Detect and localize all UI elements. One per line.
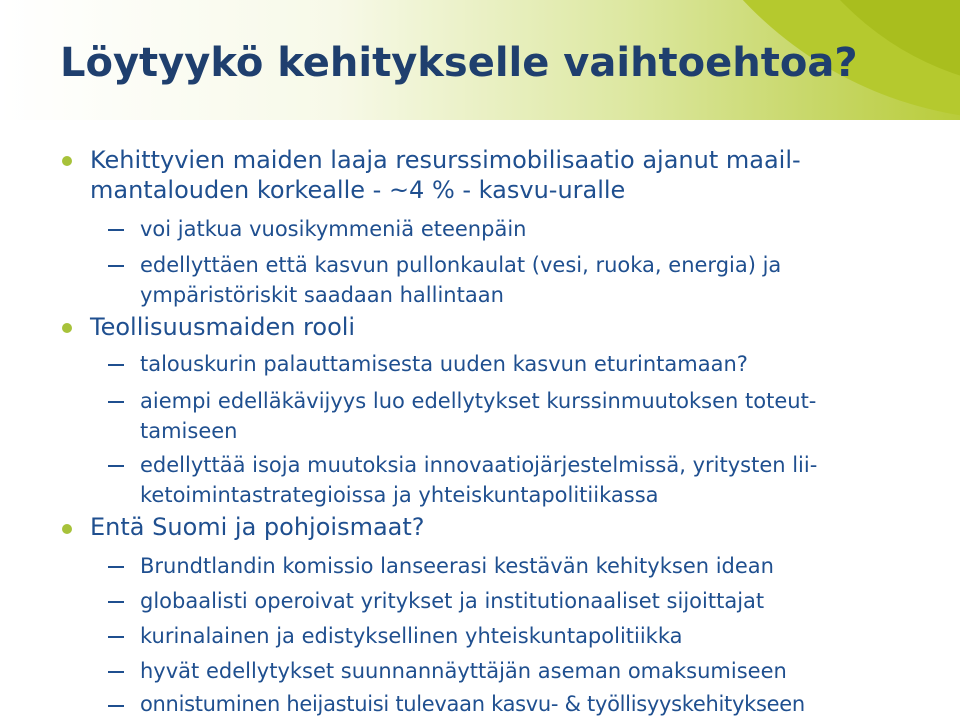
sub-item: aiempi edelläkävijyys luo edellytykset kurssinmuutoksen toteut- tamiseen <box>140 389 817 443</box>
sub-item: voi jatkua vuosikymmeniä eteenpäin <box>140 217 527 241</box>
dash-marker <box>108 401 124 403</box>
sub-item: kurinalainen ja edistyksellinen yhteiskuntapolitiikka <box>140 624 683 648</box>
bullet-item: Teollisuusmaiden rooli <box>90 313 356 341</box>
dash-marker <box>108 566 124 568</box>
dash-marker <box>108 364 124 366</box>
bullet-item: Kehittyvien maiden laaja resurssimobilisaatio ajanut maail- mantalouden korkealle - ~4 % - kasvu-uralle <box>90 146 801 204</box>
dash-marker <box>108 265 124 267</box>
bullet-marker <box>62 323 72 333</box>
bullet-marker <box>62 156 72 166</box>
slide-title: Löytyykö kehitykselle vaihtoehtoa? <box>60 40 858 86</box>
dash-marker <box>108 229 124 231</box>
dash-marker <box>108 601 124 603</box>
sub-item: talouskurin palauttamisesta uuden kasvun eturintamaan? <box>140 352 748 376</box>
bullet-marker <box>62 524 72 534</box>
sub-item: globaalisti operoivat yritykset ja institutionaaliset sijoittajat <box>140 589 765 613</box>
dash-marker <box>108 671 124 673</box>
sub-item: Brundtlandin komissio lanseerasi kestävän kehityksen idean <box>140 554 774 578</box>
sub-item: edellyttäen että kasvun pullonkaulat (vesi, ruoka, energia) ja ympäristöriskit saadaan hallintaan <box>140 253 782 307</box>
dash-marker <box>108 636 124 638</box>
dash-marker <box>108 465 124 467</box>
dash-marker <box>108 705 124 707</box>
sub-item: onnistuminen heijastuisi tulevaan kasvu- & työllisyyskehitykseen <box>140 692 805 716</box>
sub-item: hyvät edellytykset suunnannäyttäjän aseman omaksumiseen <box>140 659 787 683</box>
sub-item: edellyttää isoja muutoksia innovaatiojärjestelmissä, yritysten lii- ketoimintastrategioissa ja yhteiskuntapolitiikassa <box>140 453 818 507</box>
bullet-item: Entä Suomi ja pohjoismaat? <box>90 513 425 541</box>
